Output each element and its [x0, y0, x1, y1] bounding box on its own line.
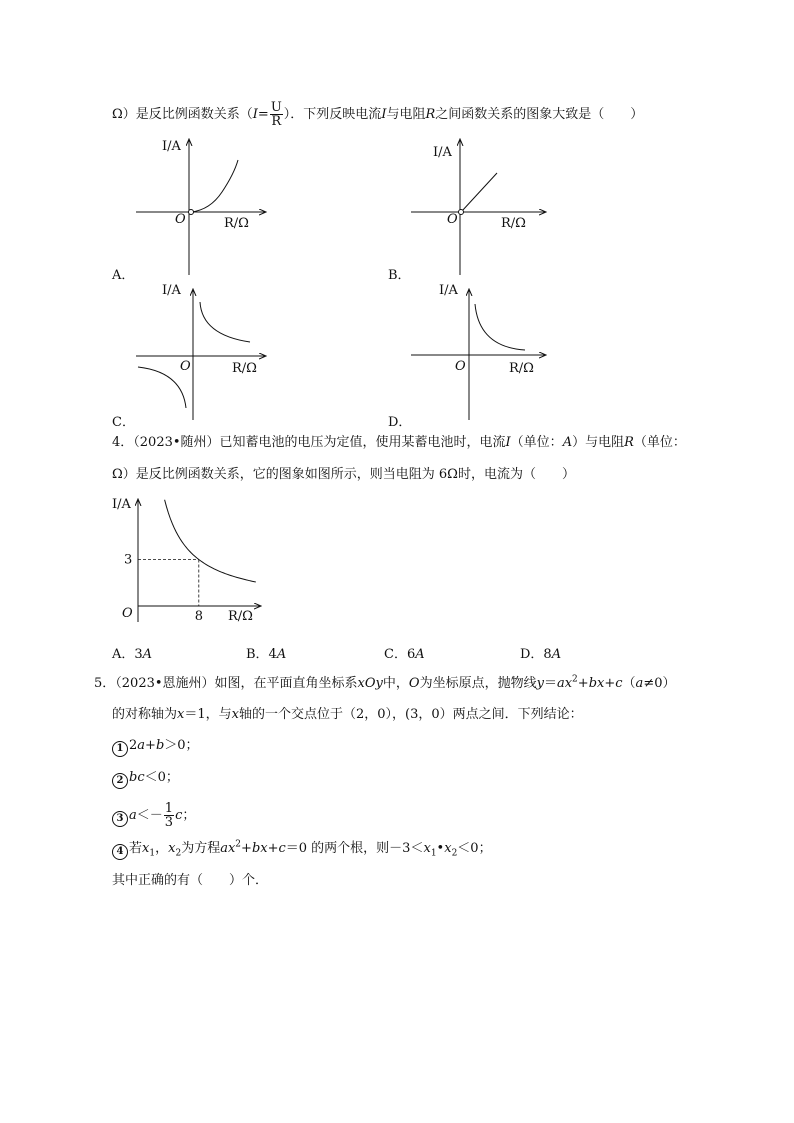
q5-l1-xoy: xOy: [357, 676, 383, 691]
q5-l2-a: 的对称轴为: [112, 707, 178, 722]
q5-l1-h: ≠0）: [643, 676, 676, 691]
q3-graph-c-curve-upper: [200, 302, 250, 342]
q4-graph-origin: O: [122, 606, 133, 621]
q4-line1-text: 4．（2023•随州）已知蓄电池的电压为定值，使用某蓄电池时，电流: [112, 435, 506, 450]
q5-c4-s2b: 2: [451, 848, 458, 859]
q5-l1-a: 5．（2023•恩施州）如图，在平面直角坐标系: [94, 676, 358, 691]
circled-number-3-icon: 3: [112, 811, 128, 827]
q5-c4-x2b: x: [444, 841, 452, 856]
q3-graph-b-origin-hole: [459, 210, 464, 215]
q3-graph-b: [405, 130, 555, 280]
q3-formula-fraction: [270, 101, 283, 128]
q5-c4-h: ＜0；: [457, 841, 492, 856]
q4-option-d-label: D．8: [520, 647, 552, 662]
q5-c4-x1: x: [142, 841, 150, 856]
q4-option-b-unit: A: [276, 647, 287, 662]
q3-graph-d-ylabel: I/A: [439, 283, 458, 298]
q5-c4-f: ＝0 的两个根，则－3＜: [285, 841, 424, 856]
q5-c1-b: +: [145, 738, 156, 753]
q5-c3-fraction: [164, 802, 174, 829]
q5-l2-x: x: [177, 707, 185, 722]
q5-c4-d: +: [241, 841, 252, 856]
q3-formula-i: I: [252, 107, 258, 122]
q5-line-2: [112, 705, 583, 725]
q4-option-d[interactable]: [520, 643, 561, 662]
q5-c4-s1b: 1: [430, 848, 437, 859]
q5-l1-c: 为坐标原点，抛物线: [419, 676, 537, 691]
q5-c4-s2: 2: [175, 848, 182, 859]
q4-line1c: ）与电阻: [572, 435, 625, 450]
q4-option-a-label: A．3: [112, 647, 143, 662]
q5-line-1: [94, 674, 675, 694]
q5-c4-sup: 2: [235, 839, 242, 850]
q5-c4-x2: x: [168, 841, 176, 856]
q5-last-line: 其中正确的有（ ）个．: [112, 873, 269, 888]
q5-l1-o: O: [408, 676, 420, 691]
q5-c1-c: ＞0；: [164, 738, 199, 753]
q3-graph-c-xlabel: R/Ω: [232, 361, 257, 376]
q5-l1-c2: c: [615, 676, 623, 691]
q3-graph-d: [405, 280, 555, 422]
q5-c4-b: ，: [155, 841, 169, 856]
q4-option-b[interactable]: [246, 643, 286, 662]
q5-l1-y: y: [536, 676, 544, 691]
q5-c3-b: ＜－: [136, 808, 163, 823]
q5-l1-ax: ax: [556, 676, 573, 691]
q5-c4-e: +: [267, 841, 279, 856]
q5-c4-ax: ax: [220, 841, 236, 856]
q3-graph-a-xlabel: R/Ω: [224, 216, 249, 231]
q4-option-c-unit: A: [415, 647, 425, 662]
q5-c1-avar: a: [137, 738, 146, 753]
q4-option-d-unit: A: [551, 647, 562, 662]
circled-number-1-icon: 1: [112, 741, 128, 757]
q5-l1-bx: bx: [588, 676, 605, 691]
q5-c3-d: ；: [182, 808, 196, 823]
q4-graph-x-tick: 8: [194, 609, 204, 624]
q5-c3-fraction-numerator: 1: [164, 801, 174, 816]
q5-l1-d: ＝: [543, 676, 557, 691]
q3-graph-a-origin-hole: [189, 210, 194, 215]
q3-option-b[interactable]: B．: [388, 268, 411, 283]
circled-number-4-icon: 4: [112, 844, 128, 860]
q3-option-a[interactable]: A．: [112, 268, 135, 283]
q5-l1-a2: a: [635, 676, 644, 691]
q3-tail: 之间函数关系的图象大致是（ ）: [435, 107, 644, 122]
q4-var-i: I: [505, 435, 511, 450]
q5-l1-g: （: [622, 676, 636, 691]
q3-graph-d-xlabel: R/Ω: [509, 361, 534, 376]
q5-conclusion-2: [112, 768, 179, 789]
q3-intro-suffix: ）．下列反映电流: [283, 107, 382, 122]
q3-graph-d-origin: O: [455, 359, 466, 374]
q4-var-r: R: [624, 435, 634, 450]
q5-c4-c: 为方程: [181, 841, 221, 856]
q5-l1-f: +: [604, 676, 616, 691]
q4-graph-curve: [165, 500, 256, 582]
circled-number-2-icon: 2: [112, 773, 128, 789]
q4-option-c-label: C．6: [384, 647, 416, 662]
q3-graph-b-ylabel: I/A: [433, 145, 452, 160]
q3-formula-numerator: U: [270, 100, 282, 115]
q5-c4-cv: c: [278, 841, 286, 856]
q5-c4-g: •: [436, 841, 445, 856]
q5-l1-e: +: [577, 676, 589, 691]
q3-intro-prefix: Ω）是反比例函数关系（: [112, 107, 253, 122]
q4-option-b-label: B．4: [246, 647, 277, 662]
q3-graph-a: [130, 130, 270, 280]
q4-unit-a: A: [562, 435, 573, 450]
q3-graph-a-curve: [191, 160, 238, 212]
q5-l1-b: 中，: [382, 676, 409, 691]
q3-var-r: R: [425, 107, 436, 122]
q3-graph-b-xlabel: R/Ω: [501, 216, 526, 231]
q5-c4-x1b: x: [423, 841, 431, 856]
q3-graph-c-curve-lower: [138, 367, 186, 408]
q5-conclusion-1: [112, 736, 199, 757]
q5-c2-c: ＜0；: [144, 770, 179, 785]
q5-l2-x2: x: [231, 707, 239, 722]
q4-line1d: （单位：: [633, 435, 686, 450]
q5-c1-bvar: b: [155, 738, 165, 753]
q3-var-i: I: [381, 107, 387, 122]
q5-l2-b: ＝1，与: [184, 707, 232, 722]
q5-conclusion-4: [112, 839, 492, 860]
q3-graph-b-origin: O: [447, 212, 458, 227]
q3-graph-d-curve: [475, 304, 525, 350]
q5-l2-c: 轴的一个交点位于（2，0），(3，0）两点之间．下列结论：: [238, 707, 583, 722]
q3-mid: 与电阻: [386, 107, 426, 122]
q3-intro-line: [112, 101, 643, 128]
q5-l1-sup: 2: [572, 674, 578, 685]
q5-c4-a: 若: [129, 841, 143, 856]
q5-c1-a: 2: [129, 738, 138, 753]
q4-graph-y-tick: 3: [124, 552, 133, 568]
q4-option-a-unit: A: [142, 647, 153, 662]
q5-c4-s1: 1: [149, 848, 156, 859]
q5-c3-fraction-denominator: 3: [164, 815, 174, 830]
q3-formula-eq: =: [257, 107, 269, 122]
q4-option-a[interactable]: [112, 643, 152, 662]
q3-graph-c-ylabel: I/A: [162, 283, 181, 298]
q4-option-c[interactable]: [384, 643, 425, 662]
q4-graph-xlabel: R/Ω: [228, 609, 253, 624]
q4-graph-ylabel: I/A: [112, 497, 131, 512]
q3-graph-a-ylabel: I/A: [162, 139, 181, 154]
q4-line1b: （单位：: [510, 435, 563, 450]
q5-c2-bc: bc: [129, 770, 145, 785]
q3-option-c[interactable]: C．: [112, 415, 135, 430]
q3-option-d[interactable]: D．: [388, 415, 412, 430]
q5-c3-c: c: [175, 808, 183, 823]
q3-formula-denominator: R: [271, 114, 282, 129]
q4-line-2: Ω）是反比例函数关系，它的图象如图所示，则当电阻为 6Ω时，电流为（ ）: [112, 467, 575, 482]
q4-line-1: [112, 433, 686, 453]
q3-graph-c: [130, 280, 270, 422]
q3-graph-b-line: [462, 173, 497, 211]
q5-c3-a: a: [129, 808, 137, 823]
q5-c4-bx: bx: [251, 841, 268, 856]
q4-graph: [110, 492, 270, 627]
q3-graph-a-origin: O: [175, 212, 186, 227]
q5-conclusion-3: [112, 802, 195, 829]
q3-graph-c-origin: O: [180, 359, 191, 374]
